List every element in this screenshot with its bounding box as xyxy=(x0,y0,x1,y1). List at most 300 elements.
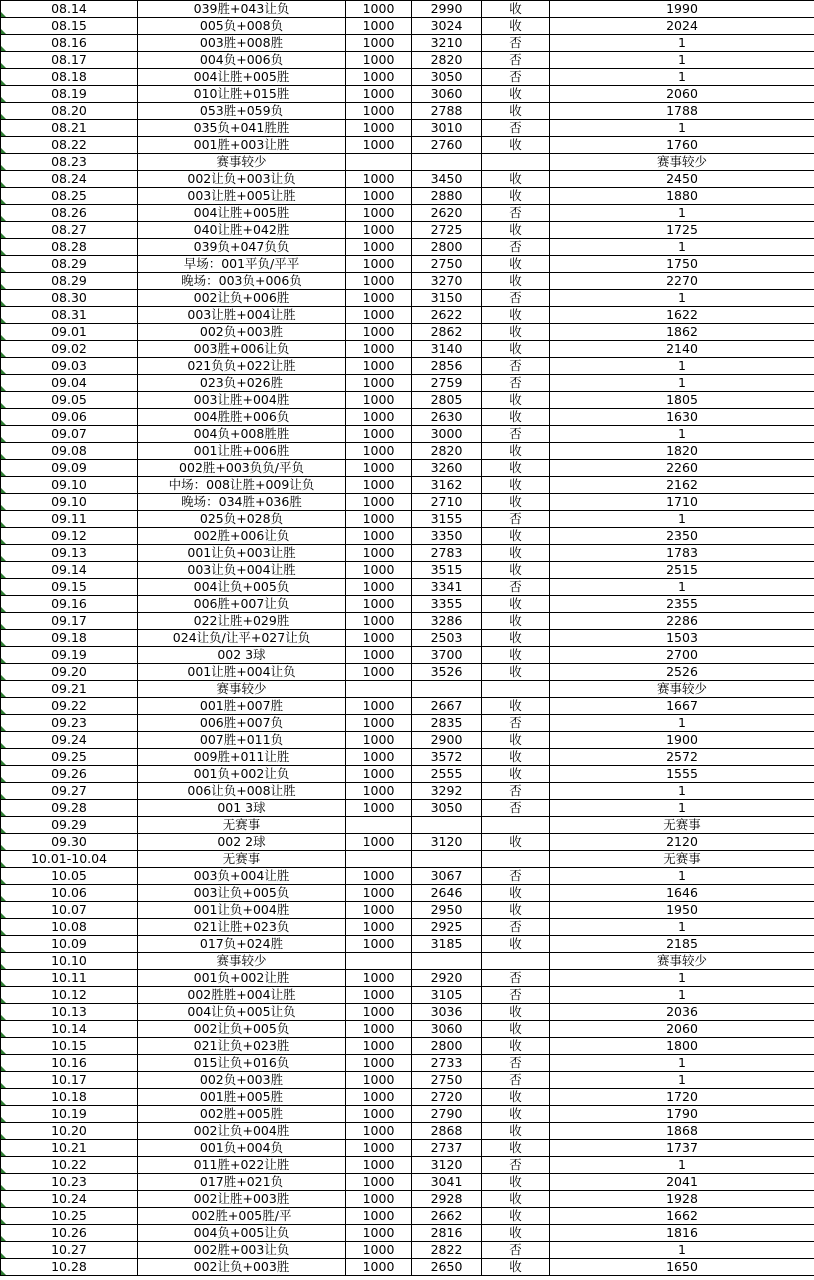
stake-cell[interactable]: 1000 xyxy=(346,562,412,579)
stake-cell[interactable]: 1000 xyxy=(346,1259,412,1276)
profit-cell[interactable]: 2060 xyxy=(550,86,814,103)
match-cell[interactable]: 001让胜+004让负 xyxy=(138,664,346,681)
odds-cell[interactable]: 2630 xyxy=(412,409,482,426)
odds-cell[interactable]: 2750 xyxy=(412,256,482,273)
stake-cell[interactable] xyxy=(346,154,412,171)
date-cell[interactable]: 09.23 xyxy=(1,715,138,732)
stake-cell[interactable]: 1000 xyxy=(346,460,412,477)
result-cell[interactable] xyxy=(482,681,550,698)
stake-cell[interactable]: 1000 xyxy=(346,35,412,52)
match-cell[interactable]: 001让负+003让胜 xyxy=(138,545,346,562)
stake-cell[interactable]: 1000 xyxy=(346,528,412,545)
result-cell[interactable]: 收 xyxy=(482,1191,550,1208)
result-cell[interactable]: 收 xyxy=(482,1038,550,1055)
match-cell[interactable]: 003负+004让胜 xyxy=(138,868,346,885)
odds-cell[interactable]: 2759 xyxy=(412,375,482,392)
date-cell[interactable]: 08.29 xyxy=(1,256,138,273)
stake-cell[interactable] xyxy=(346,817,412,834)
match-cell[interactable]: 024让负/让平+027让负 xyxy=(138,630,346,647)
match-cell[interactable]: 002胜+005胜 xyxy=(138,1106,346,1123)
date-cell[interactable]: 10.09 xyxy=(1,936,138,953)
match-cell[interactable]: 017胜+021负 xyxy=(138,1174,346,1191)
date-cell[interactable]: 10.20 xyxy=(1,1123,138,1140)
profit-cell[interactable]: 1720 xyxy=(550,1089,814,1106)
odds-cell[interactable]: 2862 xyxy=(412,324,482,341)
result-cell[interactable]: 否 xyxy=(482,511,550,528)
match-cell[interactable]: 002 3球 xyxy=(138,647,346,664)
odds-cell[interactable]: 2650 xyxy=(412,1259,482,1276)
profit-cell[interactable]: 1 xyxy=(550,1072,814,1089)
stake-cell[interactable]: 1000 xyxy=(346,137,412,154)
date-cell[interactable]: 09.25 xyxy=(1,749,138,766)
result-cell[interactable]: 否 xyxy=(482,290,550,307)
result-cell[interactable]: 收 xyxy=(482,1089,550,1106)
result-cell[interactable]: 收 xyxy=(482,307,550,324)
odds-cell[interactable]: 3292 xyxy=(412,783,482,800)
date-cell[interactable]: 09.07 xyxy=(1,426,138,443)
result-cell[interactable]: 收 xyxy=(482,460,550,477)
odds-cell[interactable]: 2790 xyxy=(412,1106,482,1123)
match-cell[interactable]: 001胜+003让胜 xyxy=(138,137,346,154)
match-cell[interactable]: 023负+026胜 xyxy=(138,375,346,392)
result-cell[interactable]: 否 xyxy=(482,69,550,86)
date-cell[interactable]: 10.05 xyxy=(1,868,138,885)
match-cell[interactable]: 003让负+004让胜 xyxy=(138,562,346,579)
profit-cell[interactable]: 1 xyxy=(550,1055,814,1072)
stake-cell[interactable]: 1000 xyxy=(346,1089,412,1106)
date-cell[interactable]: 10.21 xyxy=(1,1140,138,1157)
match-cell[interactable]: 001负+004负 xyxy=(138,1140,346,1157)
profit-cell[interactable]: 2260 xyxy=(550,460,814,477)
profit-cell[interactable]: 2350 xyxy=(550,528,814,545)
odds-cell[interactable]: 3067 xyxy=(412,868,482,885)
match-cell[interactable]: 015让负+016负 xyxy=(138,1055,346,1072)
stake-cell[interactable]: 1000 xyxy=(346,647,412,664)
stake-cell[interactable]: 1000 xyxy=(346,783,412,800)
stake-cell[interactable]: 1000 xyxy=(346,1055,412,1072)
result-cell[interactable]: 收 xyxy=(482,1004,550,1021)
profit-cell[interactable]: 1 xyxy=(550,52,814,69)
match-cell[interactable]: 001胜+005胜 xyxy=(138,1089,346,1106)
result-cell[interactable]: 否 xyxy=(482,987,550,1004)
match-cell[interactable]: 赛事较少 xyxy=(138,681,346,698)
match-cell[interactable]: 无赛事 xyxy=(138,851,346,868)
odds-cell[interactable]: 3700 xyxy=(412,647,482,664)
result-cell[interactable]: 收 xyxy=(482,1,550,18)
match-cell[interactable]: 009胜+011让胜 xyxy=(138,749,346,766)
match-cell[interactable]: 001让负+004胜 xyxy=(138,902,346,919)
profit-cell[interactable]: 赛事较少 xyxy=(550,154,814,171)
stake-cell[interactable]: 1000 xyxy=(346,613,412,630)
match-cell[interactable]: 晚场：003负+006负 xyxy=(138,273,346,290)
match-cell[interactable]: 002胜+003负负/平负 xyxy=(138,460,346,477)
match-cell[interactable]: 040让胜+042胜 xyxy=(138,222,346,239)
match-cell[interactable]: 035负+041胜胜 xyxy=(138,120,346,137)
match-cell[interactable]: 021让负+023胜 xyxy=(138,1038,346,1055)
match-cell[interactable]: 003胜+008胜 xyxy=(138,35,346,52)
stake-cell[interactable]: 1000 xyxy=(346,579,412,596)
profit-cell[interactable]: 2355 xyxy=(550,596,814,613)
result-cell[interactable]: 否 xyxy=(482,800,550,817)
odds-cell[interactable]: 3450 xyxy=(412,171,482,188)
profit-cell[interactable]: 1880 xyxy=(550,188,814,205)
profit-cell[interactable]: 1 xyxy=(550,715,814,732)
profit-cell[interactable]: 1800 xyxy=(550,1038,814,1055)
match-cell[interactable]: 025负+028负 xyxy=(138,511,346,528)
result-cell[interactable]: 收 xyxy=(482,613,550,630)
stake-cell[interactable]: 1000 xyxy=(346,715,412,732)
odds-cell[interactable]: 3060 xyxy=(412,86,482,103)
match-cell[interactable]: 002让负+003让负 xyxy=(138,171,346,188)
stake-cell[interactable]: 1000 xyxy=(346,1038,412,1055)
odds-cell[interactable] xyxy=(412,154,482,171)
odds-cell[interactable]: 2788 xyxy=(412,103,482,120)
match-cell[interactable]: 021让胜+023负 xyxy=(138,919,346,936)
match-cell[interactable]: 002负+003胜 xyxy=(138,1072,346,1089)
odds-cell[interactable]: 3036 xyxy=(412,1004,482,1021)
result-cell[interactable] xyxy=(482,851,550,868)
stake-cell[interactable]: 1000 xyxy=(346,1106,412,1123)
result-cell[interactable]: 收 xyxy=(482,698,550,715)
stake-cell[interactable]: 1000 xyxy=(346,1242,412,1259)
date-cell[interactable]: 09.27 xyxy=(1,783,138,800)
stake-cell[interactable]: 1000 xyxy=(346,307,412,324)
result-cell[interactable]: 否 xyxy=(482,868,550,885)
match-cell[interactable]: 004让胜+005胜 xyxy=(138,69,346,86)
match-cell[interactable]: 002让负+003胜 xyxy=(138,1259,346,1276)
stake-cell[interactable]: 1000 xyxy=(346,732,412,749)
result-cell[interactable]: 否 xyxy=(482,375,550,392)
date-cell[interactable]: 08.22 xyxy=(1,137,138,154)
result-cell[interactable]: 收 xyxy=(482,1208,550,1225)
odds-cell[interactable] xyxy=(412,681,482,698)
match-cell[interactable]: 003让胜+004让胜 xyxy=(138,307,346,324)
match-cell[interactable]: 002胜+006让负 xyxy=(138,528,346,545)
match-cell[interactable]: 011胜+022让胜 xyxy=(138,1157,346,1174)
result-cell[interactable]: 收 xyxy=(482,256,550,273)
result-cell[interactable]: 收 xyxy=(482,103,550,120)
date-cell[interactable]: 09.04 xyxy=(1,375,138,392)
profit-cell[interactable]: 2041 xyxy=(550,1174,814,1191)
match-cell[interactable]: 004负+008胜胜 xyxy=(138,426,346,443)
stake-cell[interactable]: 1000 xyxy=(346,273,412,290)
profit-cell[interactable]: 1667 xyxy=(550,698,814,715)
stake-cell[interactable]: 1000 xyxy=(346,1157,412,1174)
date-cell[interactable]: 10.15 xyxy=(1,1038,138,1055)
match-cell[interactable]: 无赛事 xyxy=(138,817,346,834)
date-cell[interactable]: 09.12 xyxy=(1,528,138,545)
date-cell[interactable]: 10.12 xyxy=(1,987,138,1004)
match-cell[interactable]: 001胜+007胜 xyxy=(138,698,346,715)
profit-cell[interactable]: 1 xyxy=(550,783,814,800)
stake-cell[interactable]: 1000 xyxy=(346,341,412,358)
profit-cell[interactable]: 1555 xyxy=(550,766,814,783)
stake-cell[interactable]: 1000 xyxy=(346,1,412,18)
date-cell[interactable]: 10.14 xyxy=(1,1021,138,1038)
profit-cell[interactable]: 1820 xyxy=(550,443,814,460)
odds-cell[interactable]: 2783 xyxy=(412,545,482,562)
profit-cell[interactable]: 赛事较少 xyxy=(550,953,814,970)
match-cell[interactable]: 002让负+006胜 xyxy=(138,290,346,307)
stake-cell[interactable]: 1000 xyxy=(346,494,412,511)
date-cell[interactable]: 10.28 xyxy=(1,1259,138,1276)
profit-cell[interactable]: 1710 xyxy=(550,494,814,511)
profit-cell[interactable]: 1816 xyxy=(550,1225,814,1242)
match-cell[interactable]: 053胜+059负 xyxy=(138,103,346,120)
result-cell[interactable]: 否 xyxy=(482,358,550,375)
profit-cell[interactable]: 1805 xyxy=(550,392,814,409)
date-cell[interactable]: 08.26 xyxy=(1,205,138,222)
stake-cell[interactable]: 1000 xyxy=(346,987,412,1004)
profit-cell[interactable]: 1900 xyxy=(550,732,814,749)
match-cell[interactable]: 赛事较少 xyxy=(138,953,346,970)
profit-cell[interactable]: 1 xyxy=(550,868,814,885)
result-cell[interactable]: 收 xyxy=(482,647,550,664)
match-cell[interactable]: 002胜+005胜/平 xyxy=(138,1208,346,1225)
odds-cell[interactable]: 3050 xyxy=(412,800,482,817)
result-cell[interactable]: 否 xyxy=(482,970,550,987)
match-cell[interactable]: 002让负+005负 xyxy=(138,1021,346,1038)
date-cell[interactable]: 08.21 xyxy=(1,120,138,137)
odds-cell[interactable]: 2920 xyxy=(412,970,482,987)
result-cell[interactable]: 收 xyxy=(482,562,550,579)
odds-cell[interactable]: 3515 xyxy=(412,562,482,579)
date-cell[interactable]: 08.17 xyxy=(1,52,138,69)
match-cell[interactable]: 005负+008负 xyxy=(138,18,346,35)
profit-cell[interactable]: 1737 xyxy=(550,1140,814,1157)
profit-cell[interactable]: 2286 xyxy=(550,613,814,630)
odds-cell[interactable]: 3185 xyxy=(412,936,482,953)
date-cell[interactable]: 08.30 xyxy=(1,290,138,307)
match-cell[interactable]: 003让负+005负 xyxy=(138,885,346,902)
stake-cell[interactable]: 1000 xyxy=(346,1208,412,1225)
match-cell[interactable]: 004让负+005负 xyxy=(138,579,346,596)
odds-cell[interactable]: 3120 xyxy=(412,1157,482,1174)
odds-cell[interactable]: 2822 xyxy=(412,1242,482,1259)
result-cell[interactable]: 收 xyxy=(482,137,550,154)
match-cell[interactable]: 002负+003胜 xyxy=(138,324,346,341)
date-cell[interactable]: 10.08 xyxy=(1,919,138,936)
date-cell[interactable]: 08.28 xyxy=(1,239,138,256)
odds-cell[interactable]: 3120 xyxy=(412,834,482,851)
match-cell[interactable]: 003胜+006让负 xyxy=(138,341,346,358)
result-cell[interactable]: 否 xyxy=(482,715,550,732)
odds-cell[interactable]: 3210 xyxy=(412,35,482,52)
result-cell[interactable]: 否 xyxy=(482,579,550,596)
result-cell[interactable]: 收 xyxy=(482,885,550,902)
result-cell[interactable]: 收 xyxy=(482,528,550,545)
profit-cell[interactable]: 2515 xyxy=(550,562,814,579)
match-cell[interactable]: 001负+002让负 xyxy=(138,766,346,783)
stake-cell[interactable]: 1000 xyxy=(346,256,412,273)
stake-cell[interactable]: 1000 xyxy=(346,120,412,137)
odds-cell[interactable]: 3150 xyxy=(412,290,482,307)
profit-cell[interactable]: 1 xyxy=(550,1157,814,1174)
profit-cell[interactable]: 1750 xyxy=(550,256,814,273)
match-cell[interactable]: 004负+006负 xyxy=(138,52,346,69)
odds-cell[interactable]: 2750 xyxy=(412,1072,482,1089)
profit-cell[interactable]: 2060 xyxy=(550,1021,814,1038)
profit-cell[interactable]: 1788 xyxy=(550,103,814,120)
date-cell[interactable]: 08.27 xyxy=(1,222,138,239)
result-cell[interactable]: 收 xyxy=(482,936,550,953)
date-cell[interactable]: 10.17 xyxy=(1,1072,138,1089)
result-cell[interactable]: 收 xyxy=(482,766,550,783)
stake-cell[interactable]: 1000 xyxy=(346,222,412,239)
odds-cell[interactable]: 3155 xyxy=(412,511,482,528)
profit-cell[interactable]: 1630 xyxy=(550,409,814,426)
odds-cell[interactable]: 3041 xyxy=(412,1174,482,1191)
profit-cell[interactable]: 1650 xyxy=(550,1259,814,1276)
profit-cell[interactable]: 1990 xyxy=(550,1,814,18)
date-cell[interactable]: 08.15 xyxy=(1,18,138,35)
odds-cell[interactable]: 2737 xyxy=(412,1140,482,1157)
date-cell[interactable]: 10.01-10.04 xyxy=(1,851,138,868)
result-cell[interactable]: 否 xyxy=(482,239,550,256)
odds-cell[interactable]: 3270 xyxy=(412,273,482,290)
odds-cell[interactable]: 3024 xyxy=(412,18,482,35)
stake-cell[interactable]: 1000 xyxy=(346,630,412,647)
profit-cell[interactable]: 1 xyxy=(550,579,814,596)
date-cell[interactable]: 10.16 xyxy=(1,1055,138,1072)
result-cell[interactable] xyxy=(482,154,550,171)
profit-cell[interactable]: 1622 xyxy=(550,307,814,324)
match-cell[interactable]: 017负+024胜 xyxy=(138,936,346,953)
profit-cell[interactable]: 2526 xyxy=(550,664,814,681)
result-cell[interactable]: 收 xyxy=(482,392,550,409)
result-cell[interactable]: 收 xyxy=(482,443,550,460)
result-cell[interactable]: 收 xyxy=(482,732,550,749)
odds-cell[interactable]: 2720 xyxy=(412,1089,482,1106)
date-cell[interactable]: 08.31 xyxy=(1,307,138,324)
odds-cell[interactable]: 3526 xyxy=(412,664,482,681)
stake-cell[interactable]: 1000 xyxy=(346,1072,412,1089)
result-cell[interactable]: 否 xyxy=(482,35,550,52)
date-cell[interactable]: 08.23 xyxy=(1,154,138,171)
profit-cell[interactable]: 1503 xyxy=(550,630,814,647)
result-cell[interactable]: 收 xyxy=(482,749,550,766)
date-cell[interactable]: 09.06 xyxy=(1,409,138,426)
result-cell[interactable]: 收 xyxy=(482,545,550,562)
odds-cell[interactable]: 2820 xyxy=(412,52,482,69)
odds-cell[interactable]: 2710 xyxy=(412,494,482,511)
match-cell[interactable]: 021负负+022让胜 xyxy=(138,358,346,375)
match-cell[interactable]: 002胜+003让负 xyxy=(138,1242,346,1259)
date-cell[interactable]: 10.18 xyxy=(1,1089,138,1106)
match-cell[interactable]: 010让胜+015胜 xyxy=(138,86,346,103)
odds-cell[interactable]: 3355 xyxy=(412,596,482,613)
odds-cell[interactable]: 2760 xyxy=(412,137,482,154)
result-cell[interactable]: 收 xyxy=(482,18,550,35)
date-cell[interactable]: 09.09 xyxy=(1,460,138,477)
match-cell[interactable]: 002让胜+003胜 xyxy=(138,1191,346,1208)
profit-cell[interactable]: 2270 xyxy=(550,273,814,290)
result-cell[interactable]: 否 xyxy=(482,205,550,222)
stake-cell[interactable]: 1000 xyxy=(346,1174,412,1191)
date-cell[interactable]: 09.10 xyxy=(1,477,138,494)
match-cell[interactable]: 004让负+005让负 xyxy=(138,1004,346,1021)
result-cell[interactable]: 收 xyxy=(482,1174,550,1191)
date-cell[interactable]: 09.08 xyxy=(1,443,138,460)
date-cell[interactable]: 09.14 xyxy=(1,562,138,579)
profit-cell[interactable]: 2572 xyxy=(550,749,814,766)
match-cell[interactable]: 赛事较少 xyxy=(138,154,346,171)
odds-cell[interactable]: 2868 xyxy=(412,1123,482,1140)
result-cell[interactable] xyxy=(482,953,550,970)
result-cell[interactable]: 收 xyxy=(482,1123,550,1140)
profit-cell[interactable]: 1662 xyxy=(550,1208,814,1225)
date-cell[interactable]: 10.22 xyxy=(1,1157,138,1174)
profit-cell[interactable]: 1 xyxy=(550,987,814,1004)
odds-cell[interactable]: 2646 xyxy=(412,885,482,902)
odds-cell[interactable]: 2925 xyxy=(412,919,482,936)
date-cell[interactable]: 09.15 xyxy=(1,579,138,596)
date-cell[interactable]: 10.23 xyxy=(1,1174,138,1191)
stake-cell[interactable]: 1000 xyxy=(346,970,412,987)
profit-cell[interactable]: 1928 xyxy=(550,1191,814,1208)
profit-cell[interactable]: 2024 xyxy=(550,18,814,35)
odds-cell[interactable]: 2820 xyxy=(412,443,482,460)
stake-cell[interactable]: 1000 xyxy=(346,375,412,392)
date-cell[interactable]: 09.05 xyxy=(1,392,138,409)
profit-cell[interactable]: 1725 xyxy=(550,222,814,239)
result-cell[interactable]: 收 xyxy=(482,1021,550,1038)
date-cell[interactable]: 10.25 xyxy=(1,1208,138,1225)
date-cell[interactable]: 09.11 xyxy=(1,511,138,528)
odds-cell[interactable]: 2990 xyxy=(412,1,482,18)
odds-cell[interactable] xyxy=(412,953,482,970)
stake-cell[interactable] xyxy=(346,851,412,868)
odds-cell[interactable]: 2662 xyxy=(412,1208,482,1225)
odds-cell[interactable]: 3572 xyxy=(412,749,482,766)
date-cell[interactable]: 10.19 xyxy=(1,1106,138,1123)
profit-cell[interactable]: 1868 xyxy=(550,1123,814,1140)
stake-cell[interactable]: 1000 xyxy=(346,1140,412,1157)
profit-cell[interactable]: 2700 xyxy=(550,647,814,664)
profit-cell[interactable]: 1 xyxy=(550,358,814,375)
odds-cell[interactable]: 2880 xyxy=(412,188,482,205)
stake-cell[interactable]: 1000 xyxy=(346,698,412,715)
stake-cell[interactable]: 1000 xyxy=(346,86,412,103)
stake-cell[interactable] xyxy=(346,681,412,698)
result-cell[interactable]: 收 xyxy=(482,1140,550,1157)
match-cell[interactable]: 006让负+008让胜 xyxy=(138,783,346,800)
odds-cell[interactable]: 3162 xyxy=(412,477,482,494)
result-cell[interactable]: 收 xyxy=(482,664,550,681)
profit-cell[interactable]: 1790 xyxy=(550,1106,814,1123)
date-cell[interactable]: 08.18 xyxy=(1,69,138,86)
odds-cell[interactable]: 2725 xyxy=(412,222,482,239)
date-cell[interactable]: 10.24 xyxy=(1,1191,138,1208)
result-cell[interactable]: 否 xyxy=(482,1242,550,1259)
date-cell[interactable]: 09.02 xyxy=(1,341,138,358)
stake-cell[interactable]: 1000 xyxy=(346,766,412,783)
date-cell[interactable]: 10.13 xyxy=(1,1004,138,1021)
stake-cell[interactable]: 1000 xyxy=(346,1021,412,1038)
stake-cell[interactable]: 1000 xyxy=(346,596,412,613)
profit-cell[interactable]: 1646 xyxy=(550,885,814,902)
match-cell[interactable]: 晚场：034胜+036胜 xyxy=(138,494,346,511)
result-cell[interactable]: 否 xyxy=(482,120,550,137)
result-cell[interactable]: 否 xyxy=(482,783,550,800)
match-cell[interactable]: 039负+047负负 xyxy=(138,239,346,256)
odds-cell[interactable]: 3050 xyxy=(412,69,482,86)
odds-cell[interactable]: 2856 xyxy=(412,358,482,375)
date-cell[interactable]: 09.22 xyxy=(1,698,138,715)
profit-cell[interactable]: 2120 xyxy=(550,834,814,851)
result-cell[interactable]: 收 xyxy=(482,188,550,205)
stake-cell[interactable]: 1000 xyxy=(346,1225,412,1242)
